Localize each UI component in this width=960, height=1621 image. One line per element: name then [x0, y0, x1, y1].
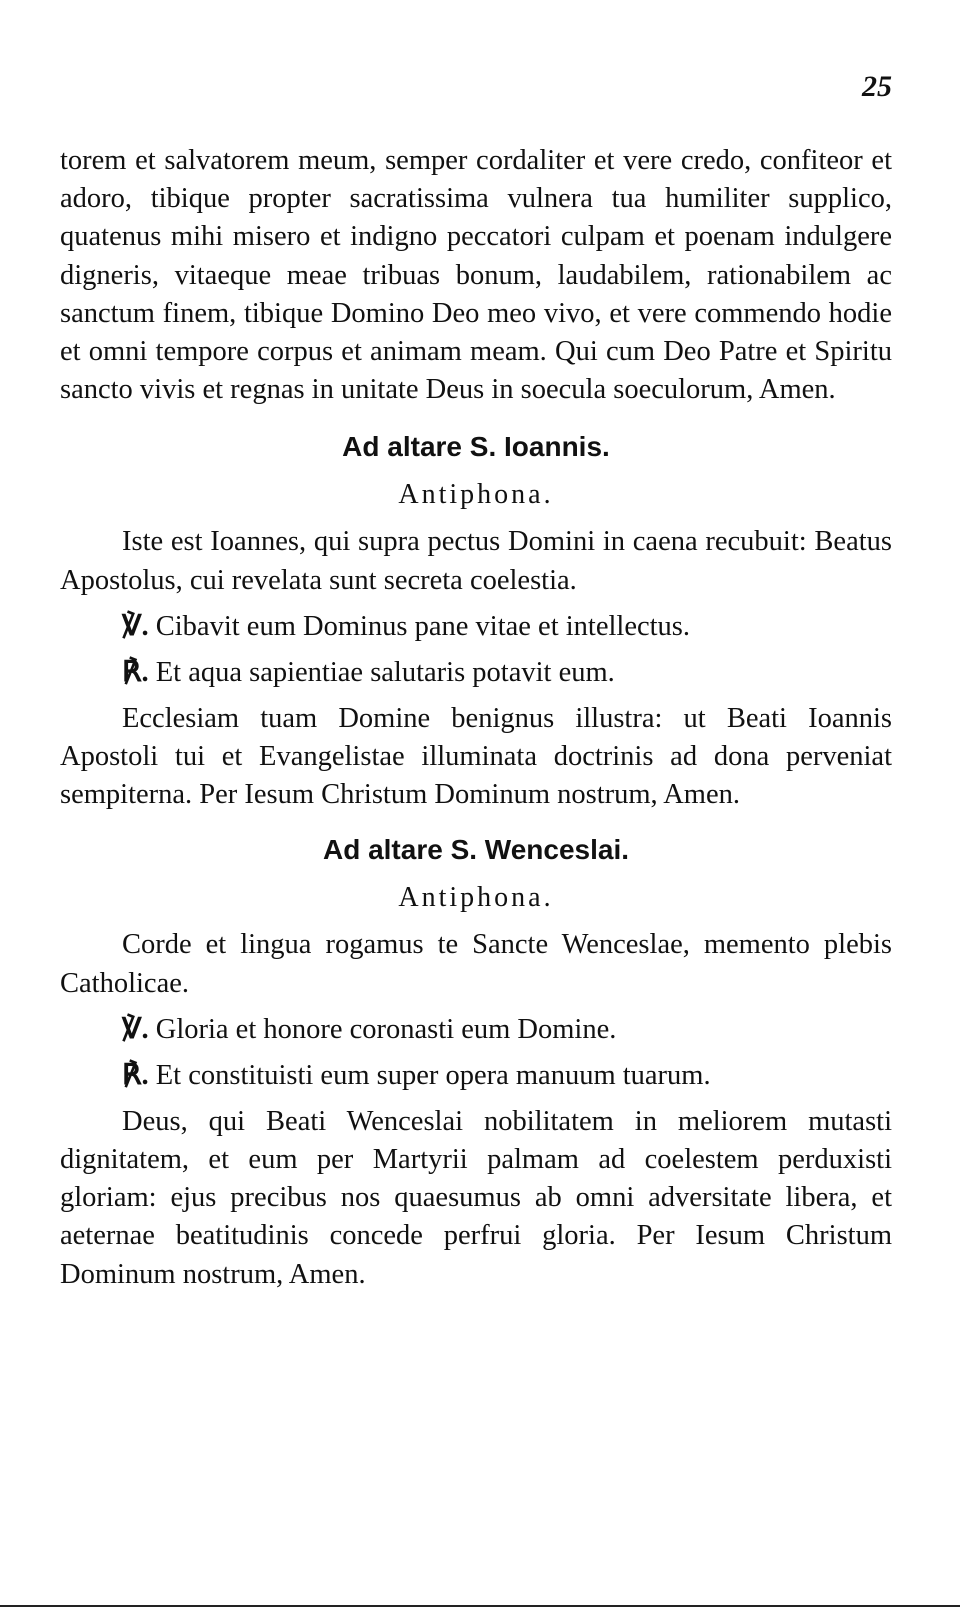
response [60, 1057, 892, 1095]
response-symbol: ℟. [122, 1059, 149, 1091]
section-heading: Ad altare S. Wenceslai. [322, 834, 630, 866]
section-st-john [60, 431, 892, 814]
page-number: 25 [862, 70, 892, 103]
page-bottom-edge [0, 1605, 960, 1607]
versicle-symbol: ℣. [122, 610, 149, 642]
response-symbol: ℟. [122, 656, 149, 688]
response-text: Et aqua sapientiae salutaris potavit eum. [155, 656, 615, 688]
antiphon-label: Antiphona. [398, 882, 554, 914]
prayer-text: Ecclesiam tuam Domine benignus illustra: ut Beati Ioannis Apostoli tui et Evangelistae illuminata doctrinis ad dona perveniat sempiterna. Per Iesum Christum Dominum nostrum, Amen. [60, 702, 892, 811]
versicle [60, 608, 892, 646]
versicle [60, 1011, 892, 1049]
page-content [60, 142, 892, 1294]
section-st-wenceslaus [60, 834, 892, 1293]
response-text: Et constituisti eum super opera manuum tuarum. [155, 1059, 711, 1091]
antiphon-text: Corde et lingua rogamus te Sancte Wenceslae, memento plebis Catholicae. [60, 929, 892, 999]
section-heading: Ad altare S. Ioannis. [342, 431, 610, 463]
versicle-text: Cibavit eum Dominus pane vitae et intellectus. [155, 610, 690, 642]
antiphon-text: Iste est Ioannes, qui supra pectus Domini in caena recubuit: Beatus Apostolus, cui revelata sunt secreta coelestia. [60, 526, 892, 596]
versicle-symbol: ℣. [122, 1013, 149, 1045]
continuation-paragraph: torem et salvatorem meum, semper cordaliter et vere credo, confiteor et adoro, tibique propter sacratissima vulnera tua humiliter supplico, quatenus mihi misero et indigno peccatori culpam et poenam indulgere digneris, vitaeque meae tribuas bonum, laudabilem, rationabilem ac sanctum finem, tibique Domino Deo meo vivo, et vere commendo hodie et omni tempore corpus et animam meam. Qui cum Deo Patre et Spiritu sancto vivis et regnas in unitate Deus in soecula soeculorum, Amen. [60, 145, 892, 406]
response [60, 654, 892, 692]
prayer-text: Deus, qui Beati Wenceslai nobilitatem in meliorem mutasti dignitatem, et eum per Martyrii palmam ad coelestem perduxisti gloriam: ejus precibus nos quaesumus ab omni adversitate libera, et aeternae beatitudinis concede perfrui gloria. Per Iesum Christum Dominum nostrum, Amen. [60, 1105, 892, 1290]
antiphon-label: Antiphona. [398, 479, 554, 511]
versicle-text: Gloria et honore coronasti eum Domine. [155, 1013, 617, 1045]
